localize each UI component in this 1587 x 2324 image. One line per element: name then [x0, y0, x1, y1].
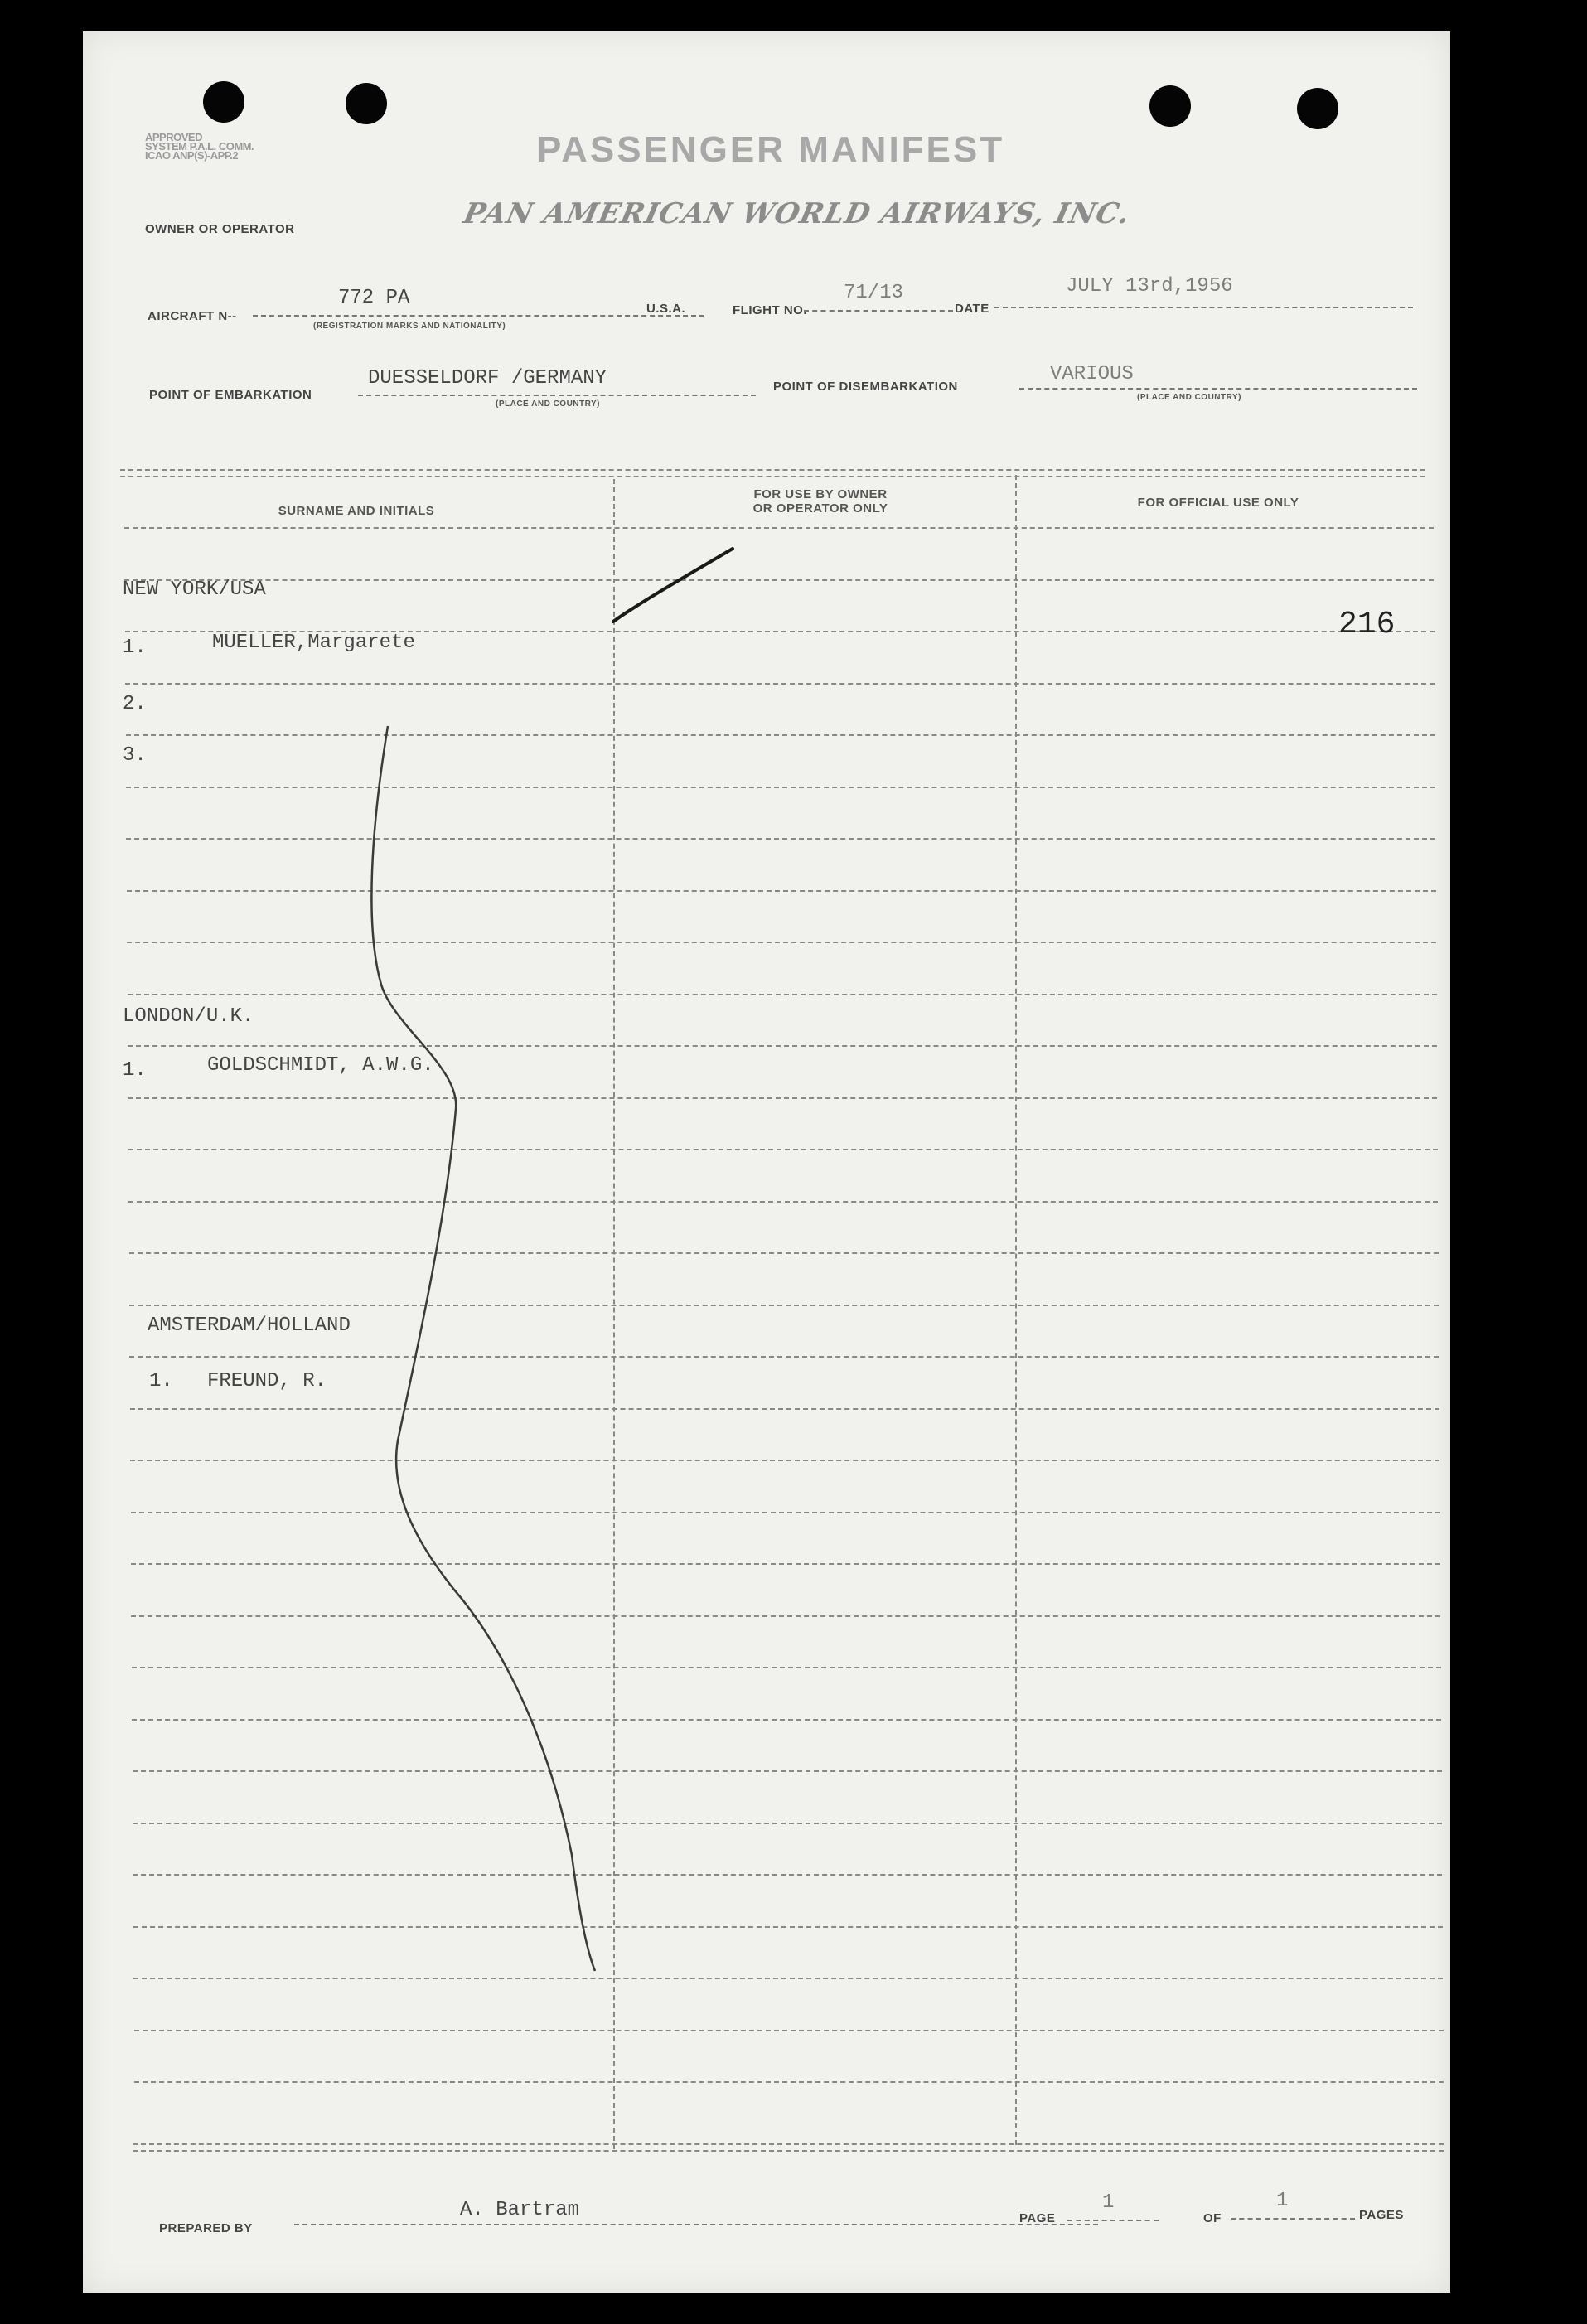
owner-label: OWNER OR OPERATOR — [145, 222, 295, 236]
pages-label: PAGES — [1359, 2208, 1404, 2222]
prepared-by-label: PREPARED BY — [159, 2221, 253, 2235]
disembarkation-value: VARIOUS — [1050, 363, 1134, 385]
handwritten-marks — [83, 31, 1450, 2293]
nationality: U.S.A. — [646, 302, 686, 316]
row-number: 1. — [123, 1059, 147, 1082]
column-header-official-use: FOR OFFICIAL USE ONLY — [1137, 496, 1299, 510]
place-country-note: (PLACE AND COUNTRY) — [1137, 393, 1241, 402]
registration-note: (REGISTRATION MARKS AND NATIONALITY) — [313, 322, 506, 331]
aircraft-value: 772 PA — [338, 287, 410, 309]
flight-value: 71/13 — [844, 282, 904, 304]
page-title: PASSENGER MANIFEST — [537, 129, 1005, 170]
of-label: OF — [1203, 2211, 1222, 2225]
row-number: 1. — [149, 1370, 173, 1392]
row-number: 3. — [123, 744, 147, 767]
checkmark — [613, 549, 733, 622]
ditto-line — [371, 726, 595, 1971]
date-value: JULY 13rd,1956 — [1066, 275, 1233, 298]
destination-heading: AMSTERDAM/HOLLAND — [148, 1315, 351, 1337]
column-header-owner-use: FOR USE BY OWNER OR OPERATOR ONLY — [752, 487, 888, 516]
owner-value: PAN AMERICAN WORLD AIRWAYS, INC. — [460, 197, 1134, 230]
embarkation-value: DUESSELDORF /GERMANY — [368, 367, 607, 390]
table-bottom-border — [133, 2143, 1444, 2145]
prepared-by-value: A. Bartram — [460, 2199, 580, 2221]
of-value: 1 — [1276, 2190, 1289, 2212]
embarkation-label: POINT OF EMBARKATION — [149, 388, 312, 402]
page-label: PAGE — [1019, 2211, 1056, 2225]
approval-line: ICAO ANP(S)-APP.2 — [145, 149, 239, 162]
date-label: DATE — [955, 302, 989, 316]
row-number: 1. — [123, 637, 147, 659]
passenger-name: MUELLER,Margarete — [212, 632, 415, 654]
manifest-page — [83, 31, 1450, 2293]
destination-heading: LONDON/U.K. — [123, 1005, 254, 1028]
place-country-note: (PLACE AND COUNTRY) — [496, 399, 600, 409]
passenger-name: FREUND, R. — [207, 1370, 327, 1392]
official-count: 216 — [1338, 607, 1396, 642]
table-bottom-border — [133, 2150, 1444, 2152]
page-value: 1 — [1102, 2191, 1115, 2214]
disembarkation-label: POINT OF DISEMBARKATION — [773, 380, 958, 394]
column-header-surname: SURNAME AND INITIALS — [278, 504, 435, 518]
approval-line: APPROVED — [145, 131, 202, 143]
passenger-name: GOLDSCHMIDT, A.W.G. — [207, 1054, 434, 1077]
prepared-by-underline — [294, 2224, 1098, 2225]
row-number: 2. — [123, 693, 147, 715]
page-underline — [1067, 2220, 1159, 2221]
flight-label: FLIGHT NO. — [733, 303, 807, 317]
approval-line: SYSTEM P.A.L. COMM. — [145, 140, 254, 153]
aircraft-label: AIRCRAFT N-- — [148, 309, 237, 323]
of-underline — [1231, 2218, 1355, 2220]
destination-heading: NEW YORK/USA — [123, 579, 266, 601]
